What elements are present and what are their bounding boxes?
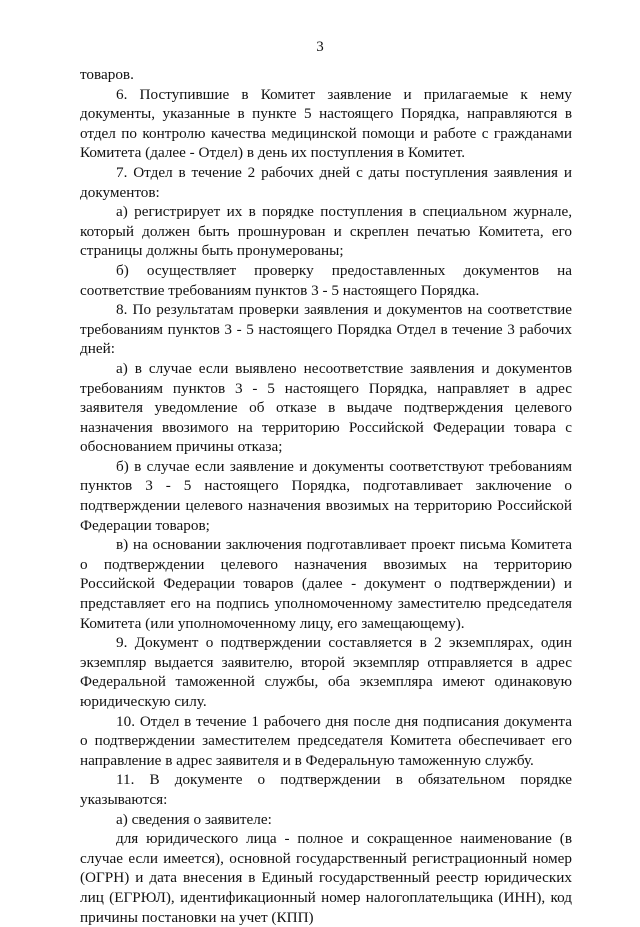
paragraph: 11. В документе о подтверждении в обязательном порядке указываются: [80,771,572,808]
paragraph: для юридического лица - полное и сокращенное наименование (в случае если имеется), основной государственный регистрационный номер (ОГРН) и дата внесения в Единый государственный реестр юридических лиц (ЕГРЮЛ), идентификационный номер налогоплательщика (ИНН), код причины постановки на учет (КПП) [80,830,572,926]
paragraph: а) регистрирует их в порядке поступления в специальном журнале, который должен быть прошнурован и скреплен печатью Комитета, его страницы должны быть пронумерованы; [80,203,572,260]
paragraph: в) на основании заключения подготавливает проект письма Комитета о подтверждении целевого назначения ввозимых на территорию Российской Федерации товаров (далее - документ о подтверждении) и представляет его на подпись уполномоченному заместителю председателя Комитета (или уполномоченному лицу, его замещающему). [80,536,572,632]
paragraph: б) осуществляет проверку предоставленных документов на соответствие требованиям пунктов 3 - 5 настоящего Порядка. [80,261,572,299]
paragraph: 10. Отдел в течение 1 рабочего дня после дня подписания документа о подтверждении заместителем председателя Комитета обеспечивает его направление в адрес заявителя и в Федеральную таможенную службу. [80,712,572,769]
paragraph: б) в случае если заявление и документы соответствуют требованиям пунктов 3 - 5 настоящего Порядка, подготавливает заключение о подтверждении целевого назначения ввозимых на территорию Российской Федерации товаров; [80,457,572,534]
paragraph: 8. По результатам проверки заявления и документов на соответствие требованиям пунктов 3 - 5 настоящего Порядка Отдел в течение 3 рабочих дней: [80,301,572,358]
paragraph: а) в случае если выявлено несоответствие заявления и документов требованиям пунктов 3 - 5 настоящего Порядка, направляет в адрес заявителя уведомление об отказе в выдаче подтверждения целевого назначения ввозимого на территорию Российской Федерации товара с обоснованием причины отказа; [80,359,572,456]
paragraph: 9. Документ о подтверждении составляется в 2 экземплярах, один экземпляр выдается заявителю, второй экземпляр отправляется в адрес Федеральной таможенной службы, оба экземпляра имеют одинаковую юридическую силу. [80,634,572,710]
paragraph: а) сведения о заявителе: [116,810,272,828]
page-number: 3 [316,39,324,55]
paragraph: 6. Поступившие в Комитет заявление и прилагаемые к нему документы, указанные в пункте 5 настоящего Порядка, направляются в отдел по контролю качества медицинской помощи и работе с гражданами Комитета (далее - Отдел) в день их поступления в Комитет. [80,85,572,162]
document-body [80,65,572,927]
paragraph: 7. Отдел в течение 2 рабочих дней с даты поступления заявления и документов: [80,163,572,201]
paragraph: товаров. [80,66,134,83]
